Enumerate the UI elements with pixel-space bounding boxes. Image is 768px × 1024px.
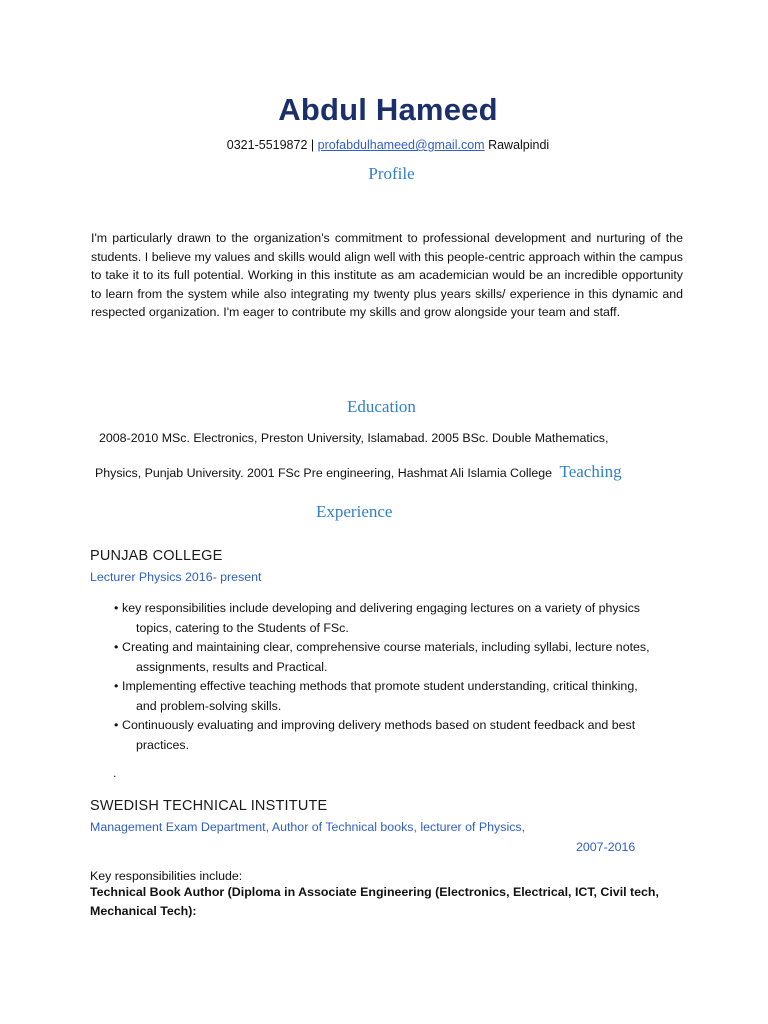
bullet-text: Implementing effective teaching methods that promote student understanding, critical thinking,	[122, 679, 638, 693]
key-responsibilities-label: Key responsibilities include:	[90, 869, 243, 883]
education-line-2	[95, 462, 622, 482]
bullet-icon: •	[114, 601, 119, 615]
experience-heading: Experience	[316, 502, 393, 521]
responsibility-list	[112, 599, 692, 755]
list-item	[112, 716, 692, 755]
trailing-mark: .	[113, 766, 117, 780]
list-item	[112, 599, 692, 638]
job-role: Management Exam Department, Author of Technical books, lecturer of Physics,	[90, 820, 526, 834]
list-item	[112, 638, 692, 677]
contact-line	[0, 138, 768, 152]
bullet-icon: •	[114, 718, 119, 732]
email-link[interactable]: profabdulhameed@gmail.com	[317, 138, 485, 152]
book-author-line-1: Technical Book Author (Diploma in Associate Engineering (Electronics, Electrical, ICT, Civil tech,	[90, 885, 659, 899]
bullet-text-cont: and problem-solving skills.	[136, 698, 282, 713]
bullet-icon: •	[114, 679, 119, 693]
candidate-name: Abdul Hameed	[278, 92, 498, 127]
education-line-1: 2008-2010 MSc. Electronics, Preston University, Islamabad. 2005 BSc. Double Mathematics,	[99, 431, 609, 445]
list-item	[112, 677, 692, 716]
bullet-text-cont: topics, catering to the Students of FSc.	[136, 620, 349, 635]
bullet-text: Creating and maintaining clear, comprehensive course materials, including syllabi, lecture notes,	[122, 640, 650, 654]
phone-number: 0321-5519872 |	[226, 138, 315, 152]
company-name: SWEDISH TECHNICAL INSTITUTE	[90, 798, 328, 814]
job-years: 2007-2016	[576, 840, 636, 854]
education-heading: Education	[347, 397, 416, 416]
bullet-text-cont: assignments, results and Practical.	[136, 659, 328, 674]
book-author-line-2: Mechanical Tech):	[90, 904, 197, 918]
job-role: Lecturer Physics 2016- present	[90, 570, 262, 584]
bullet-text: Continuously evaluating and improving delivery methods based on student feedback and best	[122, 718, 636, 732]
profile-heading: Profile	[368, 164, 415, 183]
bullet-text: key responsibilities include developing and delivering engaging lectures on a variety of physics	[122, 601, 640, 615]
profile-paragraph: I'm particularly drawn to the organization's commitment to professional development and nurturing of the students. I believe my values and skills would align well with this people-centric approach within the campus to take it to its full potential. Working in this institute as am academician would be an incredible opportunity to learn from the system while also integrating my twenty plus years skills/ experience in this dynamic and respected organization. I'm eager to contribute my skills and grow alongside your team and staff.	[91, 231, 683, 319]
education-line-2-text: Physics, Punjab University. 2001 FSc Pre engineering, Hashmat Ali Islamia College	[95, 466, 553, 480]
company-name: PUNJAB COLLEGE	[90, 548, 223, 564]
city: Rawalpindi	[488, 138, 550, 152]
bullet-text-cont: practices.	[136, 737, 190, 752]
bullet-icon: •	[114, 640, 119, 654]
teaching-heading-word: Teaching	[559, 462, 622, 481]
